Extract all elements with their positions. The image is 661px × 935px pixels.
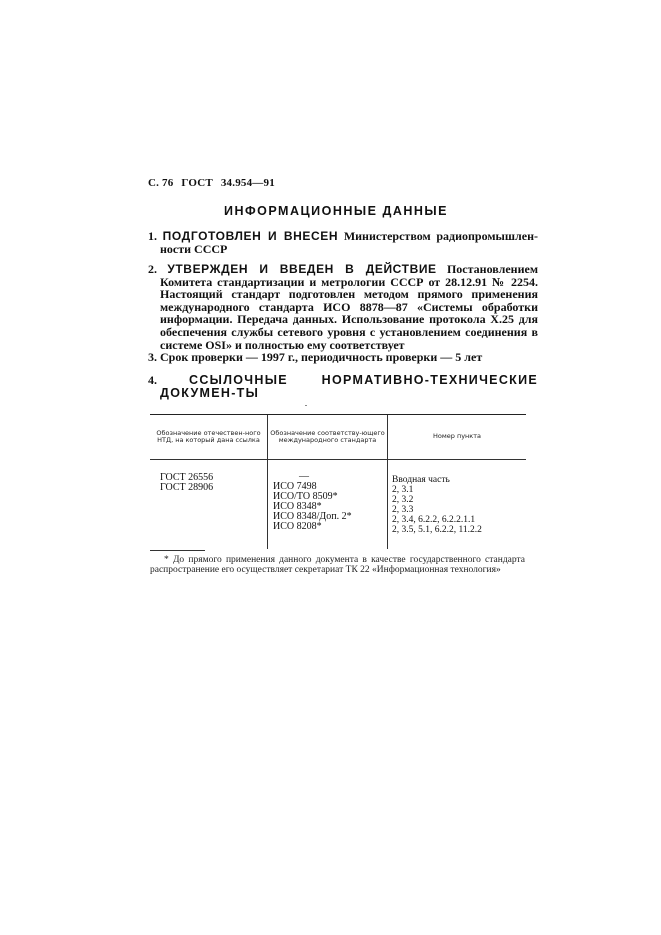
table-cell: ИСО/ТО 8509* [273, 491, 338, 502]
info-item-3 [148, 351, 538, 364]
table-cell: 2, 3.5, 5.1, 6.2.2, 11.2.2 [392, 525, 482, 535]
info-item-1 [148, 230, 538, 255]
page-number: С. 76 [148, 177, 174, 189]
scan-speck [305, 405, 307, 406]
column-divider [387, 415, 388, 549]
header-international-std: Обозначение соответству-ющего международного стандарта [270, 428, 385, 444]
item-number: 3. [148, 350, 157, 364]
item-number: 4. [148, 373, 157, 387]
table-cell: Вводная часть [392, 475, 450, 485]
info-item-2 [148, 263, 538, 351]
column-divider [267, 415, 268, 549]
table-cell: ИСО 8348* [273, 501, 322, 512]
reference-table [150, 414, 526, 549]
table-cell: — [299, 471, 309, 482]
footnote-rule [150, 550, 205, 551]
table-cell: ИСО 8348/Доп. 2* [273, 511, 352, 522]
footnote [150, 555, 525, 575]
info-item-4 [148, 374, 538, 399]
header-clause-number: Номер пункта [432, 432, 481, 441]
column-clause-number [392, 475, 482, 535]
item-text: Постановлением Комитета стандартизации и метрологии СССР от 28.12.91 № 2254. [160, 262, 539, 289]
table-cell: ГОСТ 26556 [160, 472, 214, 483]
column-international-std [273, 472, 352, 532]
item-text: Срок проверки — 1997 г., периодичность проверки — 5 лет [160, 350, 483, 364]
table-header-row [150, 415, 526, 460]
table-cell: 2, 3.1 [392, 485, 414, 495]
item-lead: ССЫЛОЧНЫЕ НОРМАТИВНО-ТЕХНИЧЕСКИЕ ДОКУМЕН-ТЫ [160, 373, 538, 400]
section-title: ИНФОРМАЦИОННЫЕ ДАННЫЕ [223, 204, 449, 218]
item-number: 2. [148, 262, 157, 276]
table-cell: ИСО 8208* [273, 521, 322, 532]
item-text: Министерством радиопромышлен-ности СССР [160, 229, 538, 256]
page-header [148, 177, 280, 189]
table-cell: ГОСТ 28906 [160, 482, 214, 493]
standard-label: ГОСТ [181, 177, 213, 189]
item-lead: УТВЕРЖДЕН И ВВЕДЕН В ДЕЙСТВИЕ [167, 262, 437, 276]
item-text-continued: Настоящий стандарт подготовлен методом прямого применения международного стандарта ИСО 8878—87 «Системы обработки информации. Передача данных. Использование протокола X.25 для обеспечения службы сетевого уровня с установлением соединения в системе OSI» и полностью ему соответствует [160, 287, 538, 352]
table-cell: 2, 3.2 [392, 495, 414, 505]
table-cell: 2, 3.4, 6.2.2, 6.2.2.1.1 [392, 515, 476, 525]
item-lead: ПОДГОТОВЛЕН И ВНЕСЕН [162, 229, 339, 243]
table-cell: ИСО 7498 [273, 481, 317, 492]
standard-number: 34.954—91 [220, 177, 275, 189]
item-number: 1. [148, 229, 157, 243]
footnote-text: * До прямого применения данного документа в качестве государственного стандарта распространение его осуществляет секретариат ТК 22 «Информационная технология» [150, 555, 525, 575]
header-national-doc: Обозначение отечествен-ного НТД, на который дана ссылка [156, 428, 261, 444]
table-cell: 2, 3.3 [392, 505, 414, 515]
column-national-doc [160, 473, 213, 493]
